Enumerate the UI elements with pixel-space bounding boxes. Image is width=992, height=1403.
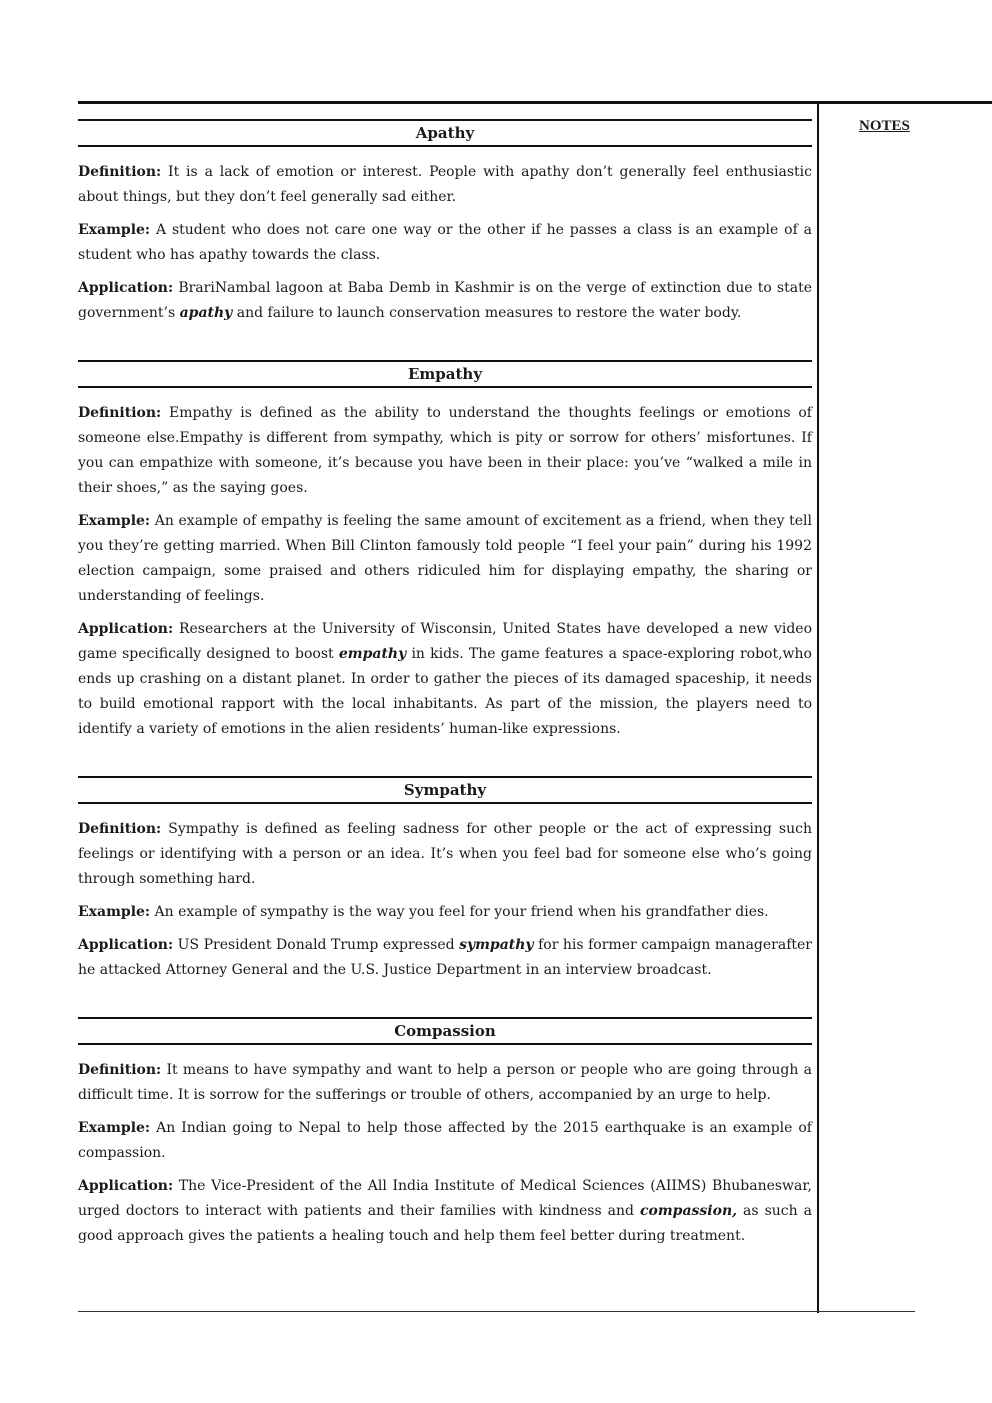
section-apathy: [78, 119, 812, 334]
emphasized-term: empathy: [338, 646, 407, 662]
paragraph-definition: [78, 401, 812, 501]
paragraph-text: BrariNambal lagoon at Baba Demb in Kashmir is on the verge of extinction due to state government’s: [78, 280, 812, 321]
paragraph-label: Definition:: [78, 405, 162, 421]
paragraph-text: Researchers at the University of Wisconsin, United States have developed a new video game specifically designed to boost: [78, 621, 812, 662]
paragraph-definition: [78, 1058, 812, 1108]
paragraph-text: An example of sympathy is the way you feel for your friend when his grandfather dies.: [150, 904, 769, 920]
emphasized-term: apathy: [179, 305, 233, 321]
paragraph-label: Application:: [78, 621, 174, 637]
paragraph-application: [78, 276, 812, 326]
section-empathy: [78, 360, 812, 750]
paragraph-label: Application:: [78, 937, 174, 953]
paragraph-example: [78, 218, 812, 268]
bottom-rule: [78, 1311, 915, 1312]
section-body: [78, 147, 812, 326]
paragraph-example: [78, 509, 812, 609]
paragraph-label: Example:: [78, 1120, 151, 1136]
paragraph-text: An Indian going to Nepal to help those affected by the 2015 earthquake is an example of compassion.: [78, 1120, 812, 1161]
paragraph-application: [78, 933, 812, 983]
paragraph-label: Definition:: [78, 164, 162, 180]
paragraph-text-continued: for his former campaign managerafter he attacked Attorney General and the U.S. Justice Department in an interview broadcast.: [78, 937, 812, 978]
top-rule: [78, 101, 992, 104]
section-sympathy: [78, 776, 812, 991]
paragraph-definition: [78, 817, 812, 892]
paragraph-text-continued: as such a good approach gives the patients a healing touch and help them feel better during treatment.: [78, 1203, 812, 1244]
paragraph-text-continued: in kids. The game features a space-exploring robot,who ends up crashing on a distant planet. In order to gather the pieces of its damaged spaceship, it needs to build emotional rapport with the local inhabitants. As part of the mission, the players need to identify a variety of emotions in the alien residents’ human-like expressions.: [78, 646, 812, 737]
notes-heading: NOTES: [859, 118, 910, 134]
paragraph-label: Example:: [78, 904, 151, 920]
paragraph-text: The Vice-President of the All India Institute of Medical Sciences (AIIMS) Bhubaneswar, urged doctors to interact with patients and their families with kindness and: [78, 1178, 812, 1219]
paragraph-text: US President Donald Trump expressed: [173, 937, 460, 953]
paragraph-label: Application:: [78, 1178, 174, 1194]
paragraph-label: Definition:: [78, 1062, 162, 1078]
paragraph-label: Application:: [78, 280, 174, 296]
paragraph-application: [78, 617, 812, 742]
paragraph-text: Sympathy is defined as feeling sadness for other people or the act of expressing such feelings or identifying with a person or an idea. It’s when you feel bad for someone else who’s going through something hard.: [78, 821, 812, 887]
section-heading: Apathy: [78, 119, 812, 147]
notes-column-divider: [817, 101, 819, 1313]
section-heading: Compassion: [78, 1017, 812, 1045]
paragraph-text: It means to have sympathy and want to help a person or people who are going through a difficult time. It is sorrow for the sufferings or trouble of others, accompanied by an urge to help.: [78, 1062, 812, 1103]
paragraph-text: A student who does not care one way or the other if he passes a class is an example of a student who has apathy towards the class.: [78, 222, 812, 263]
paragraph-example: [78, 900, 812, 925]
paragraph-text: It is a lack of emotion or interest. People with apathy don’t generally feel enthusiastic about things, but they don’t feel generally sad either.: [78, 164, 812, 205]
section-body: [78, 804, 812, 983]
paragraph-example: [78, 1116, 812, 1166]
section-heading: Sympathy: [78, 776, 812, 804]
paragraph-label: Example:: [78, 222, 151, 238]
paragraph-text-continued: and failure to launch conservation measures to restore the water body.: [232, 305, 742, 321]
paragraph-text: Empathy is defined as the ability to understand the thoughts feelings or emotions of someone else.Empathy is different from sympathy, which is pity or sorrow for others’ misfortunes. If you can empathize with someone, it’s because you have been in their place: you’ve “walked a mile in their shoes,” as the saying goes.: [78, 405, 812, 496]
paragraph-definition: [78, 160, 812, 210]
section-body: [78, 1045, 812, 1249]
section-compassion: [78, 1017, 812, 1257]
paragraph-label: Definition:: [78, 821, 162, 837]
emphasized-term: sympathy: [459, 937, 534, 953]
paragraph-label: Example:: [78, 513, 151, 529]
section-heading: Empathy: [78, 360, 812, 388]
paragraph-application: [78, 1174, 812, 1249]
paragraph-text: An example of empathy is feeling the same amount of excitement as a friend, when they tell you they’re getting married. When Bill Clinton famously told people “I feel your pain” during his 1992 election campaign, some praised and others ridiculed him for displaying empathy, the sharing or understanding of feelings.: [78, 513, 812, 604]
emphasized-term: compassion,: [640, 1203, 738, 1219]
section-body: [78, 388, 812, 742]
